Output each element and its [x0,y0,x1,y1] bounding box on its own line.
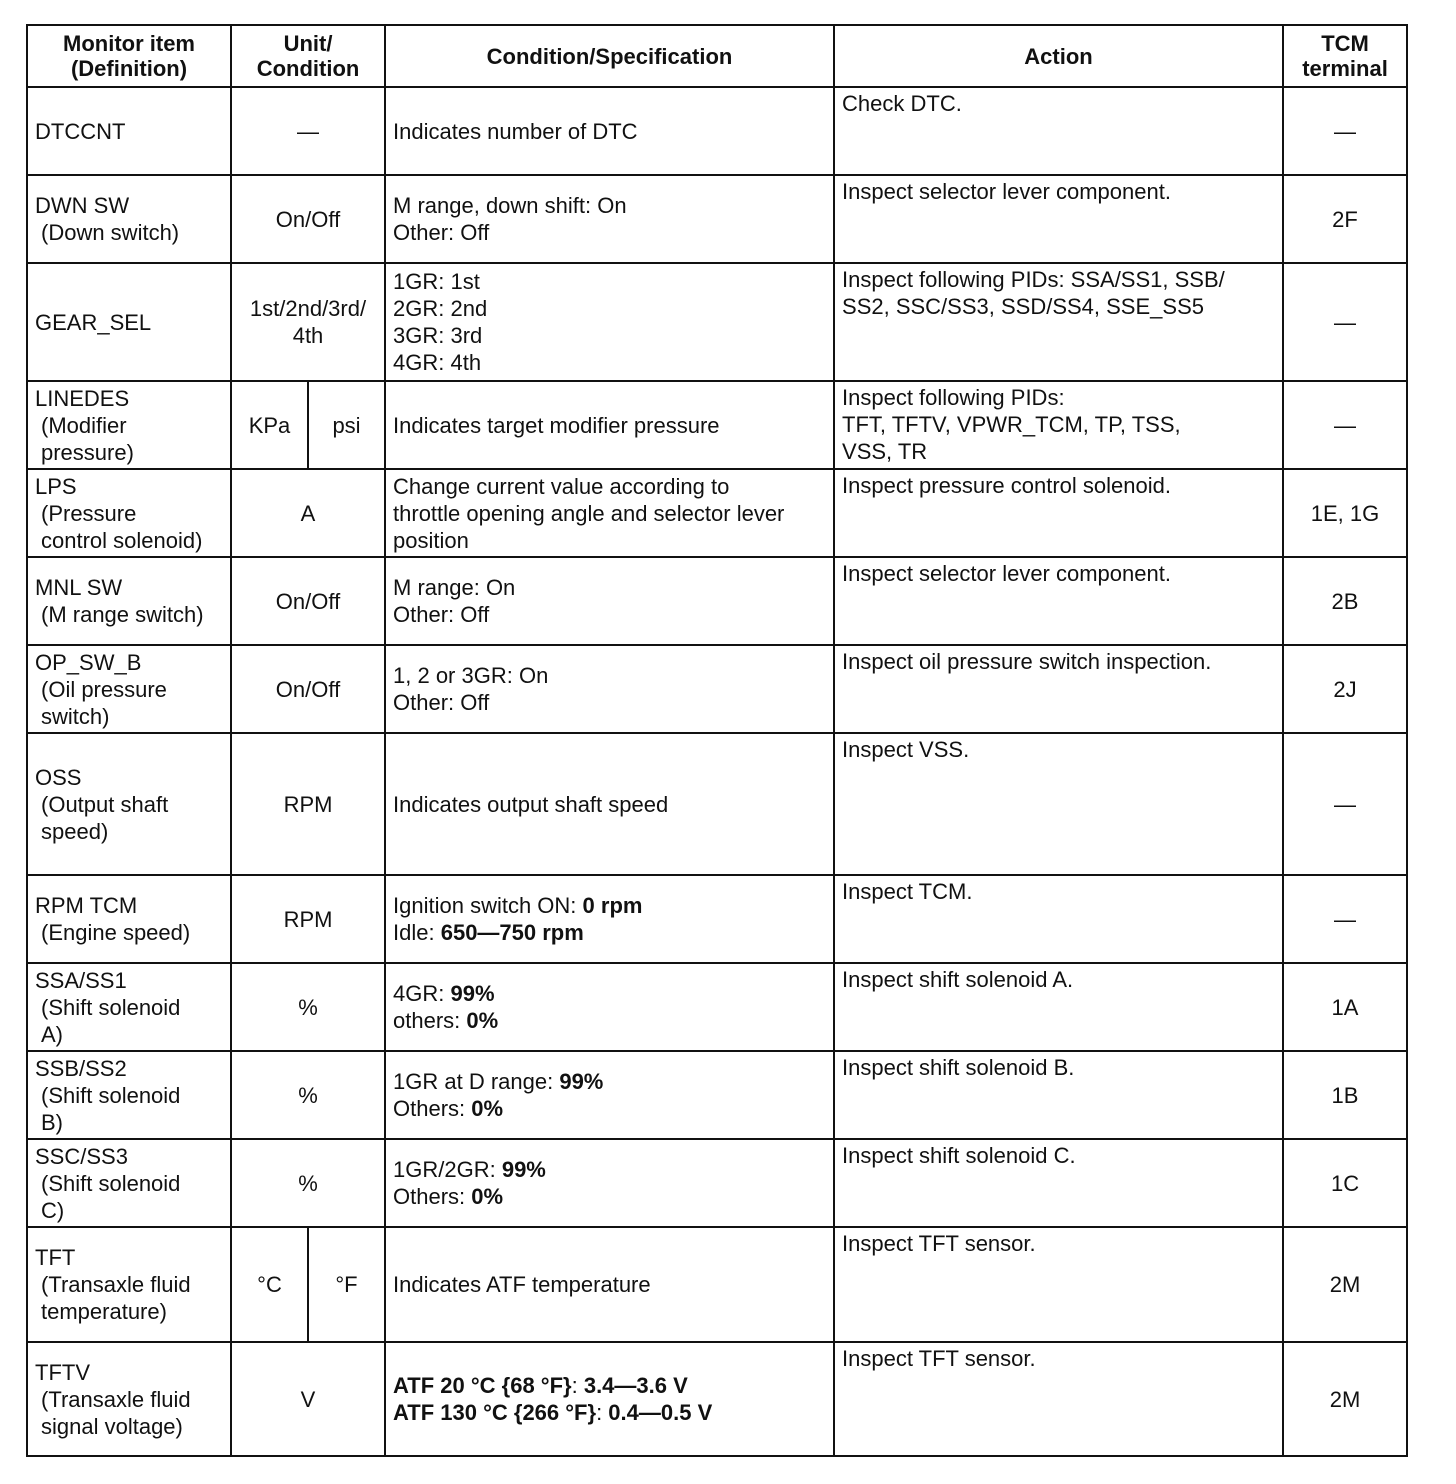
monitor-item-definition: (Shift solenoid [41,1082,181,1108]
monitor-item-cell [27,645,231,733]
condition-text: Indicates output shaft speed [393,791,669,817]
monitor-item-name: OSS [35,764,82,790]
action-line: Inspect following PIDs: SSA/SS1, SSB/ [842,267,1225,292]
tcm-terminal-cell: 2M [1283,1227,1407,1342]
tcm-terminal-cell: — [1283,875,1407,963]
unit-metric-cell: KPa [231,381,308,469]
monitor-item-name: TFT [35,1245,76,1270]
action-cell [834,963,1283,1051]
header-terminal [1283,25,1407,87]
condition-value: 0% [471,1184,504,1209]
table-row-gear-sel [27,263,1407,381]
action-line: VSS, TR [842,439,928,464]
tcm-terminal-cell: — [1283,381,1407,469]
condition-value: ATF 20 °C {68 °F} [393,1373,572,1398]
condition-text: 1GR at D range: [393,1069,560,1094]
condition-value: 99% [501,1157,546,1182]
action-line: Check DTC. [842,91,962,116]
monitor-item-name: OP_SW_B [35,649,142,675]
condition-line [393,192,826,219]
condition-text: Idle: [393,920,441,945]
action-cell [834,263,1283,381]
condition-text: Other: Off [393,690,490,715]
unit-cell: 1st/2nd/3rd/ 4th [231,263,385,381]
condition-text: others: [393,1008,467,1033]
action-cell [834,557,1283,645]
monitor-item-definition: (M range switch) [41,602,204,627]
monitor-item-definition: (Output shaft [41,791,169,817]
action-line: Inspect TFT sensor. [842,1346,1036,1371]
tcm-terminal-cell: 2M [1283,1342,1407,1456]
monitor-item-name: MNL SW [35,575,123,600]
action-cell [834,1139,1283,1227]
condition-text: Change current value according to [393,473,730,499]
tcm-terminal-cell: 2B [1283,557,1407,645]
monitor-item-name: RPM TCM [35,893,138,918]
unit-cell: % [231,963,385,1051]
condition-value: 0 rpm [582,893,643,918]
table-body [27,87,1407,1456]
monitor-item-cell [27,1227,231,1342]
monitor-item-cell [27,733,231,875]
header-unit-line2: Condition [256,56,360,81]
header-condition: Condition/Specification [385,25,834,87]
condition-text: M range, down shift: On [393,193,627,218]
monitor-item-definition: speed) [41,818,109,844]
condition-text: Other: Off [393,602,490,627]
table-row-op-sw-b [27,645,1407,733]
monitor-item-definition: (Engine speed) [41,920,191,945]
monitor-item-definition: (Transaxle fluid [41,1386,191,1412]
action-cell [834,381,1283,469]
condition-value: 3.4—3.6 V [583,1373,688,1398]
monitor-item-definition: A) [41,1021,63,1047]
monitor-item-name: SSC/SS3 [35,1143,128,1169]
monitor-item-definition: control solenoid) [41,527,203,553]
table-row-rpm-tcm [27,875,1407,963]
monitor-item-cell [27,87,231,175]
unit-cell: V [231,1342,385,1456]
condition-line [393,980,826,1007]
monitor-item-definition: (Down switch) [41,220,180,245]
monitor-item-cell [27,381,231,469]
condition-text: Ignition switch ON: [393,893,583,918]
action-line: Inspect shift solenoid B. [842,1055,1075,1080]
monitor-item-name: DWN SW [35,193,130,218]
header-unit [231,25,385,87]
condition-line [393,295,826,322]
monitor-item-name: GEAR_SEL [35,309,152,335]
condition-line [393,919,826,946]
tcm-terminal-cell: 2F [1283,175,1407,263]
condition-line [393,574,826,601]
tcm-terminal-cell: 1B [1283,1051,1407,1139]
unit-metric-cell: °C [231,1227,308,1342]
monitor-item-definition: (Shift solenoid [41,1170,181,1196]
condition-cell [385,87,834,175]
condition-text: 3GR: 3rd [393,323,483,348]
unit-cell: On/Off [231,557,385,645]
monitor-item-name: LINEDES [35,385,130,411]
header-terminal-line2: terminal [1302,56,1388,81]
action-cell [834,1342,1283,1456]
condition-line [393,892,826,919]
condition-line [393,1095,826,1122]
condition-line [393,601,826,628]
table-row-mnl-sw [27,557,1407,645]
table-row-dwn-sw [27,175,1407,263]
condition-cell [385,1342,834,1456]
monitor-item-definition: (Shift solenoid [41,994,181,1020]
header-unit-line1: Unit/ [283,31,333,56]
action-line: Inspect oil pressure switch inspection. [842,649,1212,674]
table-row-oss [27,733,1407,875]
table-row-tft [27,1227,1407,1342]
unit-cell: % [231,1139,385,1227]
condition-text: 4GR: 4th [393,350,482,375]
action-cell [834,1051,1283,1139]
action-line: Inspect TCM. [842,879,973,904]
header-row [27,25,1407,87]
table-row-linedes [27,381,1407,469]
condition-cell [385,263,834,381]
table-row-ssb-ss2 [27,1051,1407,1139]
table-row-ssa-ss1 [27,963,1407,1051]
condition-text: 1GR/2GR: [393,1157,502,1182]
condition-cell [385,1051,834,1139]
condition-text: Indicates ATF temperature [393,1272,651,1297]
action-line: SS2, SSC/SS3, SSD/SS4, SSE_SS5 [842,294,1204,319]
unit-cell: % [231,1051,385,1139]
condition-value: 99% [559,1069,604,1094]
condition-line [393,1271,826,1298]
tcm-terminal-cell: 1A [1283,963,1407,1051]
condition-value: ATF 130 °C {266 °F} [393,1400,597,1425]
monitor-item-definition: pressure) [41,439,134,465]
unit-imperial-cell: psi [308,381,385,469]
condition-value: 0% [466,1008,499,1033]
condition-value: 99% [450,981,495,1006]
tcm-terminal-cell: 1C [1283,1139,1407,1227]
condition-cell [385,875,834,963]
tcm-terminal-cell: — [1283,733,1407,875]
action-cell [834,175,1283,263]
action-line: Inspect selector lever component. [842,179,1171,204]
condition-value: 0% [471,1096,504,1121]
condition-cell [385,1139,834,1227]
condition-cell [385,645,834,733]
table-row-tftv [27,1342,1407,1456]
monitor-item-name: SSB/SS2 [35,1055,127,1081]
monitor-item-cell [27,963,231,1051]
action-cell [834,875,1283,963]
monitor-item-name: SSA/SS1 [35,967,127,993]
condition-text: : [596,1400,609,1425]
condition-cell [385,469,834,557]
action-cell [834,733,1283,875]
action-cell [834,1227,1283,1342]
condition-cell [385,963,834,1051]
monitor-item-definition: switch) [41,703,110,729]
monitor-item-definition: B) [41,1109,63,1135]
unit-cell: RPM [231,733,385,875]
monitor-item-cell [27,1051,231,1139]
monitor-item-cell [27,875,231,963]
monitor-item-cell [27,263,231,381]
monitor-item-cell [27,1342,231,1456]
table-row-ssc-ss3 [27,1139,1407,1227]
header-monitor-item-line2: (Definition) [70,56,188,81]
table-row-dtccnt [27,87,1407,175]
condition-text: Indicates number of DTC [393,118,638,144]
tcm-terminal-cell: — [1283,263,1407,381]
condition-line [393,1399,826,1426]
header-monitor-item-line1: Monitor item [63,31,195,56]
unit-cell: A [231,469,385,557]
monitor-item-cell [27,557,231,645]
action-line: Inspect following PIDs: [842,385,1065,410]
condition-text: : [571,1373,584,1398]
action-line: TFT, TFTV, VPWR_TCM, TP, TSS, [842,412,1181,437]
monitor-item-name: TFTV [35,1359,90,1385]
monitor-table-sheet [26,24,1406,1454]
action-line: Inspect shift solenoid C. [842,1143,1076,1168]
monitor-item-cell [27,1139,231,1227]
tcm-terminal-cell: — [1283,87,1407,175]
condition-cell [385,733,834,875]
condition-text: position [393,527,469,553]
condition-text: throttle opening angle and selector lever [393,500,785,526]
monitor-item-definition: signal voltage) [41,1413,183,1439]
condition-text: Others: [393,1096,472,1121]
action-cell [834,469,1283,557]
action-line: Inspect selector lever component. [842,561,1171,586]
condition-text: 2GR: 2nd [393,296,488,321]
condition-line [393,1007,826,1034]
condition-cell [385,557,834,645]
condition-line [393,322,826,349]
monitor-item-cell [27,175,231,263]
condition-text: Indicates target modifier pressure [393,412,720,438]
condition-line [393,1068,826,1095]
condition-text: 4GR: [393,981,451,1006]
header-monitor-item [27,25,231,87]
condition-line [393,1183,826,1210]
condition-line [393,527,826,554]
unit-cell: — [231,87,385,175]
monitor-item-name: LPS [35,473,77,499]
table-row-lps [27,469,1407,557]
condition-text: M range: On [393,575,516,600]
condition-line [393,349,826,376]
condition-line [393,662,826,689]
monitor-item-definition: (Oil pressure [41,676,167,702]
unit-cell: On/Off [231,175,385,263]
condition-line [393,412,826,439]
unit-cell: RPM [231,875,385,963]
condition-line [393,1156,826,1183]
condition-text: 1, 2 or 3GR: On [393,663,549,688]
unit-imperial-cell: °F [308,1227,385,1342]
condition-line [393,689,826,716]
header-terminal-line1: TCM [1321,31,1369,56]
action-line: Inspect shift solenoid A. [842,967,1074,992]
condition-cell [385,381,834,469]
condition-text: Others: [393,1184,472,1209]
action-cell [834,645,1283,733]
action-line: Inspect TFT sensor. [842,1231,1036,1256]
tcm-terminal-cell: 1E, 1G [1283,469,1407,557]
condition-line [393,118,826,145]
condition-cell [385,175,834,263]
condition-line [393,500,826,527]
condition-line [393,791,826,818]
condition-cell [385,1227,834,1342]
unit-cell: On/Off [231,645,385,733]
action-cell [834,87,1283,175]
monitor-item-definition: temperature) [41,1299,167,1324]
monitor-item-definition: C) [41,1197,65,1223]
condition-text: 1GR: 1st [393,269,480,294]
tcm-terminal-cell: 2J [1283,645,1407,733]
monitor-table [26,24,1408,1457]
condition-text: Other: Off [393,220,490,245]
action-line: Inspect VSS. [842,737,970,762]
condition-value: 650—750 rpm [440,920,584,945]
header-action: Action [834,25,1283,87]
monitor-item-definition: (Pressure [41,500,137,526]
monitor-item-definition: (Transaxle fluid [41,1272,191,1297]
monitor-item-cell [27,469,231,557]
condition-line [393,473,826,500]
action-line: Inspect pressure control solenoid. [842,473,1171,498]
monitor-item-definition: (Modifier [41,412,127,438]
condition-value: 0.4—0.5 V [608,1400,713,1425]
condition-line [393,219,826,246]
monitor-item-name: DTCCNT [35,118,126,144]
condition-line [393,1372,826,1399]
condition-line [393,268,826,295]
